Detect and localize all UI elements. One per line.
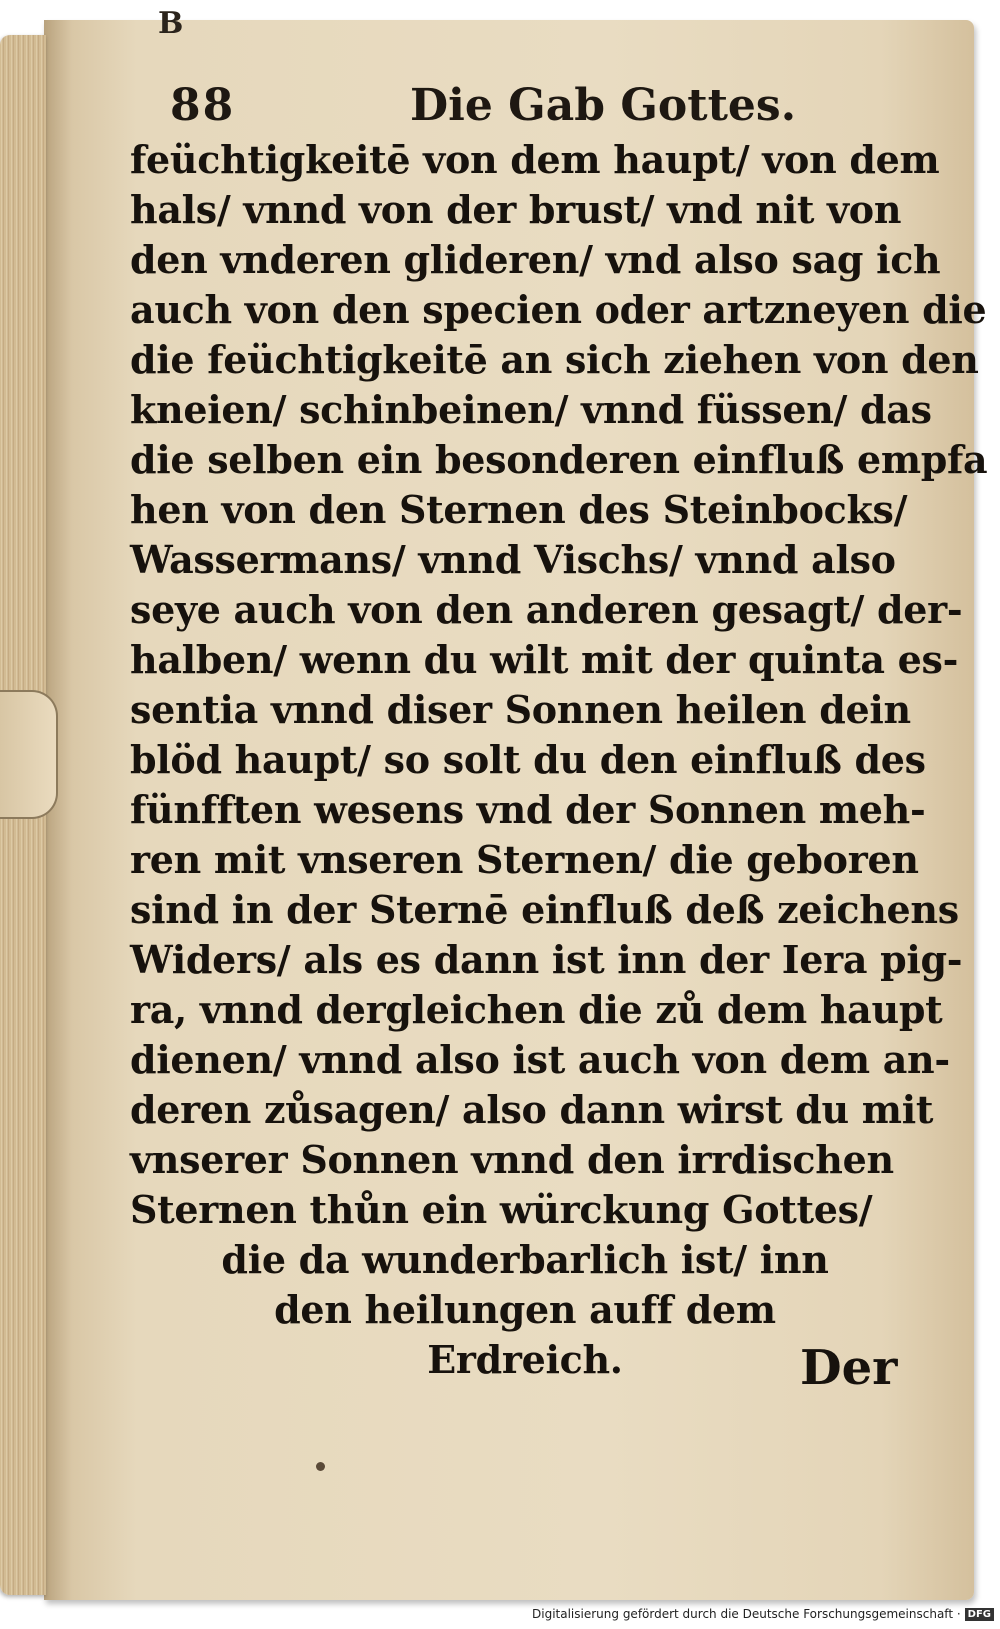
text-line: vnserer Sonnen vnnd den irrdischen (130, 1137, 894, 1182)
running-head (170, 80, 910, 140)
bookmark-tab (0, 690, 58, 819)
dfg-logo: DFG (965, 1608, 994, 1621)
footer (532, 1605, 994, 1623)
text-line: die selben ein besonderen einfluß empfa (130, 437, 988, 482)
ink-dot (316, 1462, 325, 1471)
text-line: blöd haupt/ so solt du den einfluß des (130, 737, 926, 782)
text-line: kneien/ schinbeinen/ vnnd füssen/ das (130, 387, 932, 432)
closing-line: die da wunderbarlich ist/ inn (221, 1237, 829, 1282)
text-line: dienen/ vnnd also ist auch von dem an- (130, 1037, 950, 1082)
text-line: sentia vnnd diser Sonnen heilen dein (130, 687, 911, 732)
text-line: seye auch von den anderen gesagt/ der- (130, 587, 963, 632)
text-line: den vnderen glideren/ vnd also sag ich (130, 237, 941, 282)
text-line: halben/ wenn du wilt mit der quinta es- (130, 637, 959, 682)
signature-mark: B (158, 6, 184, 41)
text-line: fünfften wesens vnd der Sonnen meh- (130, 787, 926, 832)
text-line: Sternen thůn ein würckung Gottes/ (130, 1187, 873, 1232)
text-line: die feüchtigkeitē an sich ziehen von den (130, 337, 979, 382)
text-line: ra, vnnd dergleichen die zů dem haupt (130, 987, 943, 1032)
text-line: hals/ vnnd von der brust/ vnd nit von (130, 187, 902, 232)
text-line: sind in der Sternē einfluß deß zeichens (130, 887, 959, 932)
text-line: Widers/ als es dann ist inn der Iera pig- (130, 937, 963, 982)
running-title: Die Gab Gottes. (410, 80, 797, 131)
page-number: 88 (170, 80, 236, 131)
text-line: ren mit vnseren Sternen/ die geboren (130, 837, 919, 882)
footer-text: Digitalisierung gefördert durch die Deutsche Forschungsgemeinschaft · (532, 1607, 961, 1621)
text-line: deren zůsagen/ also dann wirst du mit (130, 1087, 934, 1132)
text-line: Wassermans/ vnnd Vischs/ vnnd also (130, 537, 896, 582)
text-line: hen von den Sternen des Steinbocks/ (130, 487, 908, 532)
closing-line: den heilungen auff dem (274, 1287, 776, 1332)
text-line: feüchtigkeitē von dem haupt/ von dem (130, 137, 940, 182)
body-text (130, 135, 988, 1385)
closing-line: Erdreich. (427, 1337, 623, 1382)
text-line: auch von den specien oder artzneyen die (130, 287, 987, 332)
catchword: Der (800, 1340, 898, 1396)
